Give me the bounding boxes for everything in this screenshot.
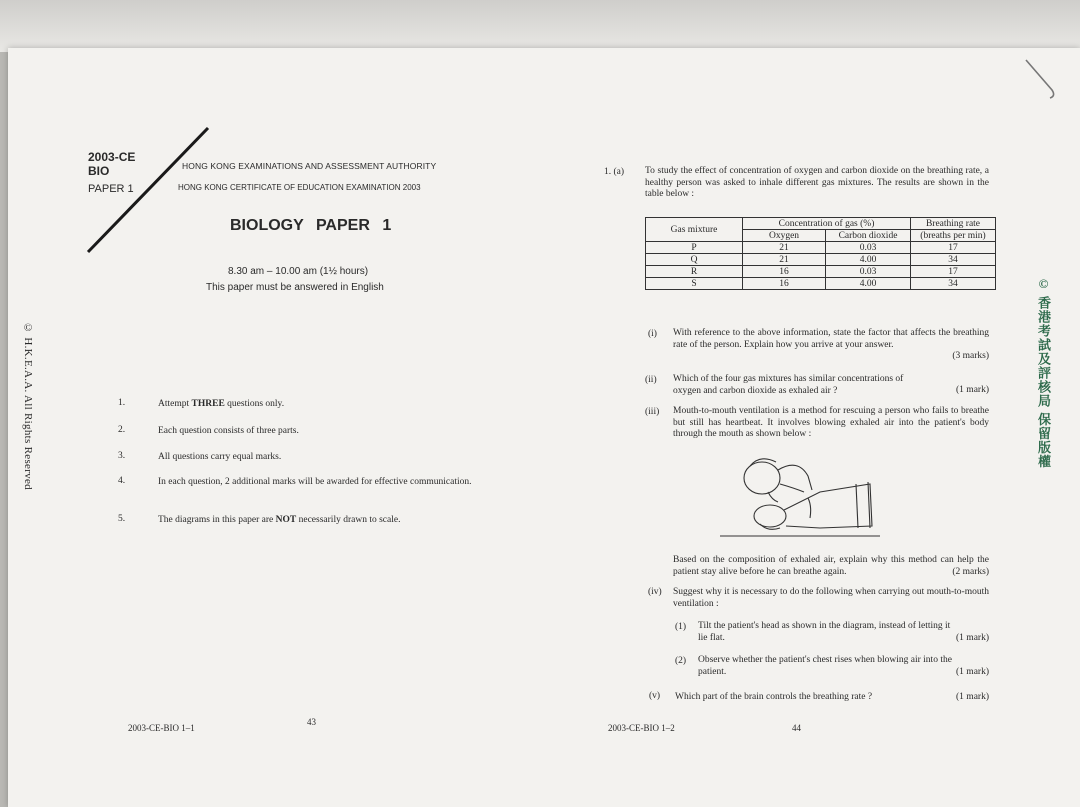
rescue-diagram [720, 448, 885, 543]
cell-gas: Q [646, 254, 743, 266]
part-text: Observe whether the patient's chest rises when blowing air into the patient. [698, 655, 952, 677]
part-label: (ii) [645, 375, 657, 385]
part-marks: (1 mark) [956, 633, 989, 643]
cell-rate: 34 [911, 278, 996, 290]
background-top [0, 0, 1080, 52]
cell-oxygen: 21 [743, 254, 826, 266]
cell-gas: R [646, 266, 743, 278]
gas-table [645, 217, 996, 290]
question-label: 1. (a) [604, 167, 625, 177]
part-marks: (1 mark) [956, 692, 989, 702]
part-text: Which of the four gas mixtures has similar concentrations of oxygen and carbon dioxide as exhaled air ? [673, 374, 904, 396]
table-row [646, 242, 996, 254]
part-text: Tilt the patient's head as shown in the diagram, instead of letting it lie flat. [698, 621, 951, 643]
diagonal-divider [80, 120, 240, 270]
part-text: Which part of the brain controls the breathing rate ? [675, 692, 873, 702]
cell-co2: 0.03 [826, 242, 911, 254]
cell-co2: 0.03 [826, 266, 911, 278]
authority-name: HONG KONG EXAMINATIONS AND ASSESSMENT AUTHORITY [182, 161, 437, 171]
part-label: (1) [675, 622, 687, 632]
paper-title: BIOLOGY PAPER 1 [230, 217, 392, 234]
part-label: (i) [648, 329, 657, 339]
part-marks: (1 mark) [956, 667, 989, 677]
copyright-right: © 香港考試及評核局 保留版權 [1036, 276, 1051, 469]
header-gas-mixture: Gas mixture [646, 218, 743, 242]
part-label: (iv) [648, 587, 662, 597]
copyright-left: © H.K.E.A.A. All Rights Reserved [22, 322, 34, 490]
part-text: Suggest why it is necessary to do the following when carrying out mouth-to-mouth ventilation : [673, 587, 989, 609]
cell-gas: P [646, 242, 743, 254]
language-note: This paper must be answered in English [206, 282, 384, 293]
table-row [646, 254, 996, 266]
part-text: Mouth-to-mouth ventilation is a method for rescuing a person who fails to breathe but still has heartbeat. It involves blowing exhaled air into the patient's body through the mouth as shown below : [673, 406, 989, 439]
part-label: (v) [649, 691, 661, 701]
part-marks: (1 mark) [956, 385, 989, 395]
cell-rate: 17 [911, 266, 996, 278]
cell-rate: 17 [911, 242, 996, 254]
cell-rate: 34 [911, 254, 996, 266]
part-text: Based on the composition of exhaled air, explain why this method can help the patient stay alive before he can breathe again. [673, 555, 989, 577]
cell-co2: 4.00 [826, 254, 911, 266]
part-marks: (3 marks) [952, 351, 989, 361]
staple-icon [1022, 56, 1062, 102]
part-marks: (2 marks) [952, 567, 989, 577]
cell-co2: 4.00 [826, 278, 911, 290]
certificate-name: HONG KONG CERTIFICATE OF EDUCATION EXAMINATION 2003 [178, 183, 421, 192]
table-row [646, 278, 996, 290]
header-concentration: Concentration of gas (%) [743, 218, 911, 230]
question-intro: To study the effect of concentration of oxygen and carbon dioxide on the breathing rate, a healthy person was asked to inhale different gas mixtures. The results are shown in the table below : [645, 166, 989, 199]
part-text: With reference to the above information, state the factor that affects the breathing rate of the person. Explain how you arrive at your answer. [673, 328, 989, 350]
header-rate-2: (breaths per min) [911, 230, 996, 242]
header-co2: Carbon dioxide [826, 230, 911, 242]
part-label: (iii) [645, 407, 660, 417]
footer-code-left: 2003-CE-BIO 1–1 [128, 723, 195, 733]
table-row [646, 266, 996, 278]
code-year: 2003-CE [88, 150, 136, 164]
header-oxygen: Oxygen [743, 230, 826, 242]
cell-oxygen: 16 [743, 278, 826, 290]
header-rate-1: Breathing rate [911, 218, 996, 230]
footer-code-right: 2003-CE-BIO 1–2 [608, 723, 675, 733]
page-number-right: 44 [792, 723, 801, 733]
page-number-left: 43 [307, 717, 316, 727]
cell-gas: S [646, 278, 743, 290]
code-subject: BIO [88, 164, 110, 178]
paper-label: PAPER 1 [88, 183, 134, 195]
exam-time: 8.30 am – 10.00 am (1½ hours) [228, 266, 369, 277]
part-label: (2) [675, 656, 687, 666]
cell-oxygen: 21 [743, 242, 826, 254]
cell-oxygen: 16 [743, 266, 826, 278]
